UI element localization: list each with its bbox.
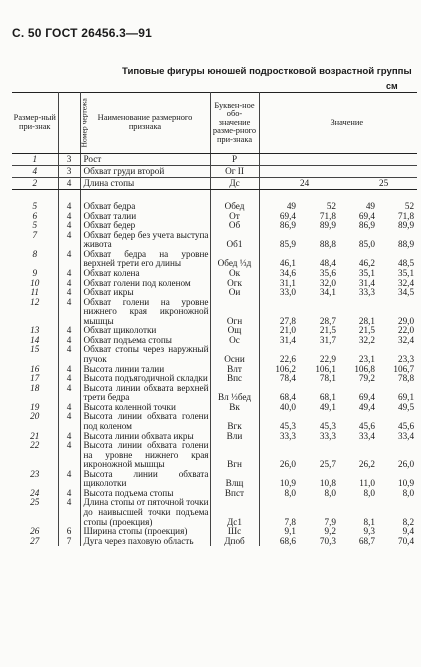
drawing-number-cell: 4	[58, 432, 80, 442]
drawing-number-cell: 4	[58, 403, 80, 413]
unit-label: см	[386, 81, 398, 91]
header-row	[12, 93, 417, 154]
value-cell: 28,1	[358, 315, 375, 326]
name-cell: Ширина стопы (проекция)	[80, 527, 210, 537]
value-cell: 68,4	[279, 392, 296, 403]
code-cell: 9	[12, 269, 58, 279]
name-cell: Обхват икры	[80, 288, 210, 298]
value-cell: 45,3	[319, 420, 336, 431]
drawing-number-cell: 4	[58, 412, 80, 431]
code-cell: 13	[12, 326, 58, 336]
value-cell: 69,4	[358, 210, 375, 221]
value-cell: 32,2	[358, 334, 375, 345]
code-cell: 17	[12, 374, 58, 384]
value-cell: 31,4	[358, 277, 375, 288]
code-cell: 26	[12, 527, 58, 537]
value-cell	[259, 166, 299, 178]
value-cell: 85,0	[358, 239, 375, 250]
drawing-number-cell: 4	[58, 345, 80, 364]
value-cell: 69,4	[358, 392, 375, 403]
drawing-number-cell: 4	[58, 374, 80, 384]
value-cell: 33,3	[279, 430, 296, 441]
symbol-cell: Впс	[210, 374, 259, 384]
value-cell: 88,8	[319, 239, 336, 250]
data-rows	[12, 190, 417, 547]
drawing-number-cell: 4	[58, 470, 80, 489]
symbol-cell: Осни	[210, 345, 259, 364]
value-cell: 48,5	[397, 258, 415, 269]
value-cell: 71,8	[397, 210, 415, 221]
name-cell: Длина стопы от пяточной точки до наивысшей точки подъема стопы (проекция)	[80, 498, 210, 527]
value-cell: 22,0	[397, 325, 415, 336]
name-cell: Высота подъема стопы	[80, 489, 210, 499]
header-code: Размер-ный при-знак	[12, 93, 58, 154]
symbol-cell: Влщ	[210, 470, 259, 489]
drawing-number-cell: 4	[58, 489, 80, 499]
value-cell: 34,6	[279, 267, 296, 278]
value-cell: 31,1	[279, 277, 296, 288]
name-cell: Обхват бедра	[80, 190, 210, 212]
drawing-number-cell: 4	[58, 288, 80, 298]
value-cell: 8,0	[363, 487, 375, 498]
symbol-cell: Ос	[210, 336, 259, 346]
symbol-cell: Влт	[210, 365, 259, 375]
table-row	[12, 432, 417, 442]
value-cell: 23,3	[397, 354, 415, 364]
value-cell	[299, 166, 339, 178]
value-cell: 9,4	[402, 526, 415, 537]
code-cell: 27	[12, 537, 58, 547]
name-cell: Высота линии обхвата верхней трети бедра	[80, 384, 210, 403]
name-cell: Высота линии обхвата икры	[80, 432, 210, 442]
value-cell: 45,3	[279, 420, 296, 431]
header-name: Наименование размерного признака	[80, 93, 210, 154]
name-cell: Обхват стопы через наружный пучок	[80, 345, 210, 364]
symbol-cell: Ощ	[210, 326, 259, 336]
table-row	[12, 489, 417, 499]
value-cell	[259, 178, 299, 190]
symbol-cell: Вк	[210, 403, 259, 413]
value-cell: 68,6	[279, 535, 296, 546]
value-cell: 52	[404, 201, 415, 211]
value-cell: 34,5	[397, 287, 415, 298]
code-cell: 5	[12, 221, 58, 231]
value-cell: 35,1	[397, 267, 415, 278]
code-cell: 18	[12, 384, 58, 403]
table-row	[12, 537, 417, 547]
code-cell: 21	[12, 432, 58, 442]
code-cell: 5	[12, 190, 58, 212]
code-cell: 6	[12, 212, 58, 222]
value-cell: 11,0	[359, 478, 375, 489]
value-cell: 78,4	[279, 373, 296, 384]
value-cell: 52	[326, 201, 336, 211]
value-cell: 71,8	[319, 210, 336, 221]
fixed-row	[12, 154, 417, 166]
code-cell: 23	[12, 470, 58, 489]
name-cell: Высота коленной точки	[80, 403, 210, 413]
value-cell: 27,8	[279, 315, 296, 326]
table-row	[12, 470, 417, 489]
page-header: С. 50 ГОСТ 26456.3—91	[12, 26, 152, 40]
drawing-number-cell: 4	[58, 441, 80, 470]
value-cell: 46,1	[279, 258, 296, 269]
value-cell: 89,9	[397, 220, 415, 231]
value-cell: 28,7	[319, 315, 336, 326]
value-cell	[259, 154, 299, 166]
name-cell: Обхват голени на уровне нижнего края икроножной мышцы	[80, 298, 210, 327]
value-cell: 10,8	[319, 478, 336, 489]
code-cell: 16	[12, 365, 58, 375]
value-cell: 49,4	[358, 401, 375, 412]
value-cell: 8,0	[284, 487, 296, 498]
value-cell: 22,6	[279, 354, 296, 364]
code-cell: 20	[12, 412, 58, 431]
value-cell: 45,6	[358, 420, 375, 431]
name-cell: Высота линии талии	[80, 365, 210, 375]
value-cell: 33,4	[397, 430, 415, 441]
drawing-number-cell: 4	[58, 326, 80, 336]
name-cell: Высота подъягодичной складки	[80, 374, 210, 384]
code-cell: 8	[12, 250, 58, 269]
table-row	[12, 250, 417, 269]
drawing-number-cell: 6	[58, 527, 80, 537]
symbol-cell: Огн	[210, 298, 259, 327]
value-cell: 78,8	[397, 373, 415, 384]
value-cell: 23,1	[358, 354, 375, 364]
value-cell: 21,0	[279, 325, 296, 336]
value-cell: 9,1	[284, 526, 296, 537]
drawing-number-cell: 4	[58, 298, 80, 327]
value-cell: 33,3	[358, 287, 375, 298]
table-row	[12, 441, 417, 470]
value-cell: 106,2	[275, 363, 296, 374]
name-cell: Высота линии обхвата голени под коленом	[80, 412, 210, 431]
value-cell: 29,0	[397, 315, 415, 326]
fixed-row	[12, 178, 417, 190]
symbol-cell: Огк	[210, 279, 259, 289]
symbol-cell: Шс	[210, 527, 259, 537]
value-cell	[339, 166, 378, 178]
header-values: Значение	[259, 93, 417, 154]
value-cell: 86,9	[358, 220, 375, 231]
drawing-number-cell: 4	[58, 279, 80, 289]
symbol-cell: Вл ⅓бед	[210, 384, 259, 403]
code-cell: 12	[12, 298, 58, 327]
table-row	[12, 498, 417, 527]
drawing-number-cell: 4	[58, 212, 80, 222]
symbol-cell: Ои	[210, 288, 259, 298]
symbol-cell: Впст	[210, 489, 259, 499]
value-cell: 106,1	[315, 363, 336, 374]
header-symbol: Буквен-ное обо-значение разме-рного при-знака	[210, 93, 259, 154]
value-cell: 35,6	[319, 267, 336, 278]
fixed-rows	[12, 154, 417, 190]
name-cell: Обхват голени под коленом	[80, 279, 210, 289]
code-cell: 14	[12, 336, 58, 346]
code-cell: 4	[12, 166, 58, 178]
symbol-cell: Об	[210, 221, 259, 231]
table-row	[12, 412, 417, 431]
value-cell: 49	[286, 201, 296, 211]
value-cell: 40,0	[279, 401, 296, 412]
drawing-number-cell: 4	[58, 498, 80, 527]
value-cell: 32,0	[319, 277, 336, 288]
drawing-number-cell: 4	[58, 336, 80, 346]
value-cell: 26,2	[358, 459, 375, 470]
symbol-cell: Дпоб	[210, 537, 259, 547]
value-cell: 86,9	[279, 220, 296, 231]
value-cell: 49	[365, 201, 375, 211]
value-cell: 8,1	[363, 516, 375, 527]
value-cell: 49,5	[397, 401, 415, 412]
value-cell: 89,9	[319, 220, 336, 231]
value-cell: 88,9	[397, 239, 415, 250]
value-cell: 9,2	[324, 526, 336, 537]
symbol-cell: Вли	[210, 432, 259, 442]
code-cell: 11	[12, 288, 58, 298]
value-cell: 32,4	[397, 277, 415, 288]
code-cell: 24	[12, 489, 58, 499]
value-cell: 45,6	[397, 420, 415, 431]
name-cell: Обхват подъема стопы	[80, 336, 210, 346]
drawing-number-cell: 3	[58, 154, 80, 166]
value-cell: 79,2	[358, 373, 375, 384]
value-cell: 85,9	[279, 239, 296, 250]
value-cell: 33,0	[279, 287, 296, 298]
table-row	[12, 298, 417, 327]
value-cell: 68,1	[319, 392, 336, 403]
value-cell: 106,7	[393, 363, 415, 374]
table-row	[12, 212, 417, 222]
value-cell: 31,7	[319, 334, 336, 345]
value-cell: 70,3	[319, 535, 336, 546]
code-cell: 10	[12, 279, 58, 289]
value-cell: 26,0	[397, 459, 415, 470]
value-cell	[378, 154, 417, 166]
fixed-row	[12, 166, 417, 178]
value-cell: 35,1	[358, 267, 375, 278]
name-cell: Обхват талии	[80, 212, 210, 222]
value-cell: 24	[299, 178, 339, 190]
drawing-number-cell: 4	[58, 384, 80, 403]
value-cell: 25,7	[319, 459, 336, 470]
table-row	[12, 190, 417, 212]
value-cell: 34,1	[319, 287, 336, 298]
name-cell: Высота линии обхвата щиколотки	[80, 470, 210, 489]
value-cell: 48,4	[319, 258, 336, 269]
value-cell: 69,1	[397, 392, 415, 403]
table-row	[12, 365, 417, 375]
value-cell: 32,4	[397, 334, 415, 345]
value-cell: 8,2	[402, 516, 415, 527]
symbol-cell: Вгн	[210, 441, 259, 470]
value-cell: 33,4	[358, 430, 375, 441]
drawing-number-cell: 4	[58, 190, 80, 212]
header-drawing-number: Номер чертежа	[58, 93, 80, 154]
table-row	[12, 527, 417, 537]
value-cell: 9,3	[363, 526, 375, 537]
table-row	[12, 336, 417, 346]
drawing-number-cell: 4	[58, 250, 80, 269]
name-cell: Дуга через паховую область	[80, 537, 210, 547]
value-cell	[339, 178, 378, 190]
drawing-number-cell: 4	[58, 178, 80, 190]
value-cell	[299, 154, 339, 166]
table-row	[12, 374, 417, 384]
symbol-cell: Обед	[210, 190, 259, 212]
value-cell: 25	[378, 178, 417, 190]
name-cell: Обхват щиколотки	[80, 326, 210, 336]
measurement-table	[12, 92, 417, 546]
name-cell: Обхват груди второй	[80, 166, 210, 178]
symbol-cell: Р	[210, 154, 259, 166]
table-row	[12, 326, 417, 336]
value-cell: 26,0	[279, 459, 296, 470]
value-cell: 31,4	[279, 334, 296, 345]
code-cell: 1	[12, 154, 58, 166]
drawing-number-cell: 4	[58, 365, 80, 375]
drawing-number-cell: 4	[58, 231, 80, 250]
symbol-cell: Дс1	[210, 498, 259, 527]
symbol-cell: От	[210, 212, 259, 222]
name-cell: Обхват бедер без учета выступа живота	[80, 231, 210, 250]
value-cell: 49,1	[319, 401, 336, 412]
table-row	[12, 345, 417, 364]
table-row	[12, 221, 417, 231]
value-cell: 21,5	[358, 325, 375, 336]
value-cell: 33,3	[319, 430, 336, 441]
symbol-cell: Обед ⅓д	[210, 250, 259, 269]
code-cell: 15	[12, 345, 58, 364]
value-cell: 7,9	[324, 516, 336, 527]
value-cell: 10,9	[397, 478, 415, 489]
name-cell: Рост	[80, 154, 210, 166]
value-cell: 69,4	[279, 210, 296, 221]
name-cell: Высота линии обхвата голени на уровне нижнего края икроножной мышцы	[80, 441, 210, 470]
code-cell: 25	[12, 498, 58, 527]
table-row	[12, 269, 417, 279]
symbol-cell: Дс	[210, 178, 259, 190]
drawing-number-cell: 4	[58, 269, 80, 279]
value-cell: 106,8	[354, 363, 375, 374]
code-cell: 22	[12, 441, 58, 470]
table-row	[12, 403, 417, 413]
symbol-cell: Вгк	[210, 412, 259, 431]
value-cell: 8,0	[402, 487, 415, 498]
value-cell	[378, 166, 417, 178]
table-row	[12, 279, 417, 289]
name-cell: Обхват бедер	[80, 221, 210, 231]
value-cell: 21,5	[319, 325, 336, 336]
symbol-cell: Ок	[210, 269, 259, 279]
table-row	[12, 231, 417, 250]
name-cell: Обхват колена	[80, 269, 210, 279]
table-row	[12, 288, 417, 298]
symbol-cell: Об1	[210, 231, 259, 250]
value-cell: 46,2	[358, 258, 375, 269]
table-title: Типовые фигуры юношей подростковой возрастной группы	[122, 66, 412, 77]
value-cell: 7,8	[284, 516, 296, 527]
value-cell: 8,0	[324, 487, 336, 498]
value-cell: 22,9	[319, 354, 336, 364]
name-cell: Обхват бедра на уровне верхней трети его длины	[80, 250, 210, 269]
value-cell: 10,9	[279, 478, 296, 489]
drawing-number-cell: 4	[58, 221, 80, 231]
drawing-number-cell: 3	[58, 166, 80, 178]
name-cell: Длина стопы	[80, 178, 210, 190]
code-cell: 19	[12, 403, 58, 413]
value-cell: 70,4	[397, 535, 415, 546]
code-cell: 7	[12, 231, 58, 250]
drawing-number-cell: 7	[58, 537, 80, 547]
value-cell: 68,7	[358, 535, 375, 546]
symbol-cell: Ог II	[210, 166, 259, 178]
table-row	[12, 384, 417, 403]
value-cell: 78,1	[319, 373, 336, 384]
code-cell: 2	[12, 178, 58, 190]
value-cell	[339, 154, 378, 166]
